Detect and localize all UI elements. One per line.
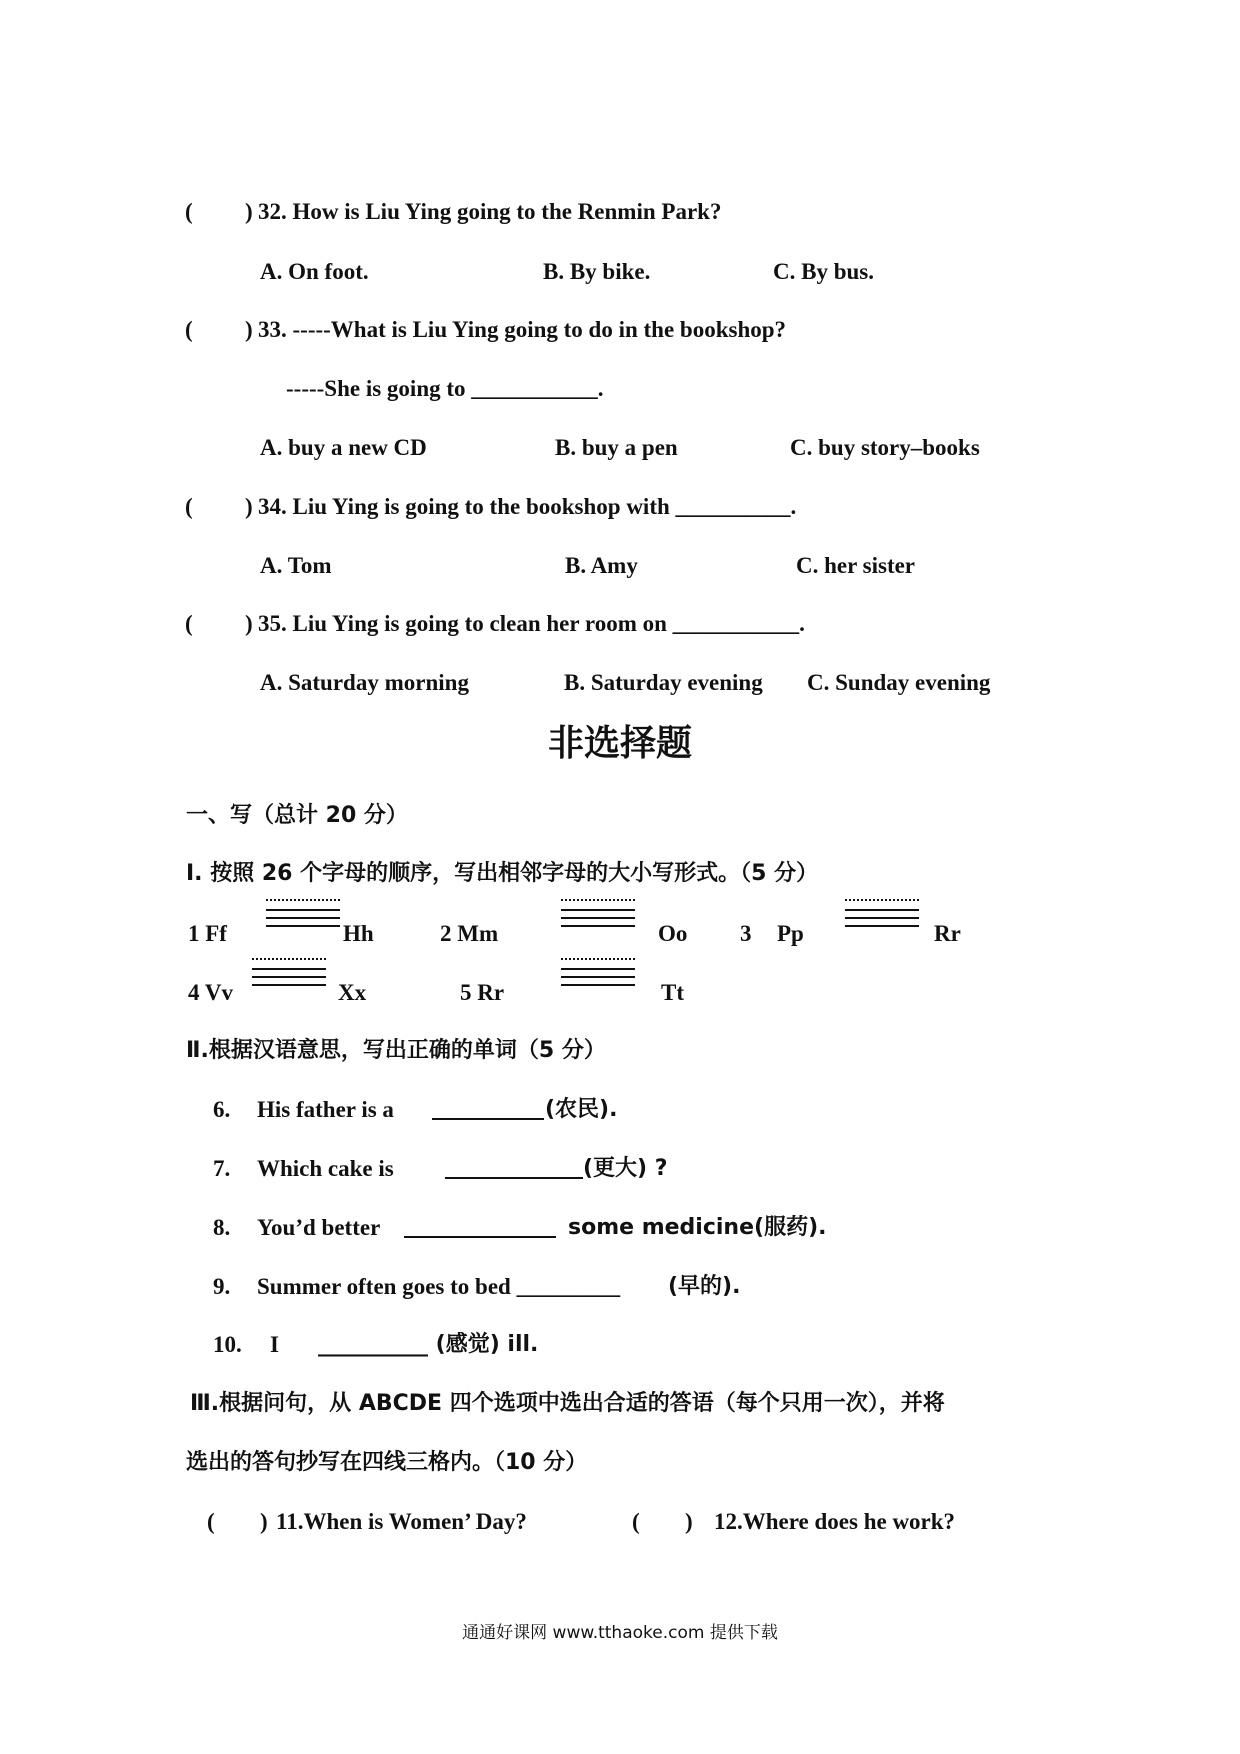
- option-34-a: A. Tom: [260, 553, 332, 578]
- question-32: 32. How is Liu Ying going to the Renmin Park?: [258, 199, 722, 224]
- item-hint: (更大) ?: [583, 1156, 668, 1181]
- answer-paren-close: ): [685, 1509, 693, 1534]
- item-number: 8.: [213, 1215, 231, 1240]
- item-number-3: 3: [740, 921, 752, 946]
- letter-2-mm: 2 Mm: [440, 921, 499, 946]
- part3-heading-line1: Ⅲ.根据问句，从 ABCDE 四个选项中选出合适的答语（每个只用一次），并将: [190, 1391, 945, 1416]
- four-line-grid[interactable]: [561, 897, 635, 931]
- part1-heading: I. 按照 26 个字母的顺序，写出相邻字母的大小写形式。（5 分）: [186, 861, 819, 886]
- option-34-c: C. her sister: [796, 553, 916, 578]
- item-text: I: [270, 1332, 279, 1357]
- item-hint: (农民).: [545, 1097, 618, 1122]
- answer-paren-open: (: [185, 317, 193, 342]
- four-line-grid[interactable]: [845, 897, 919, 931]
- option-32-c: C. By bus.: [773, 259, 874, 284]
- question-33: 33. -----What is Liu Ying going to do in the bookshop?: [258, 317, 787, 342]
- item-number: 6.: [213, 1097, 231, 1122]
- item-hint: (早的).: [668, 1274, 741, 1299]
- option-32-b: B. By bike.: [543, 259, 651, 284]
- answer-paren-close: ): [245, 199, 253, 224]
- letter-hh: Hh: [343, 921, 374, 946]
- item-number: 7.: [213, 1156, 231, 1181]
- item-text: You’d better: [257, 1215, 381, 1240]
- answer-paren-open: (: [207, 1509, 215, 1534]
- letter-oo: Oo: [658, 921, 688, 946]
- question-34: 34. Liu Ying is going to the bookshop with __________.: [258, 494, 797, 519]
- answer-paren-open: (: [632, 1509, 640, 1534]
- question-35: 35. Liu Ying is going to clean her room on ___________.: [258, 611, 805, 636]
- item-number: 9.: [213, 1274, 231, 1299]
- option-33-c: C. buy story–books: [790, 435, 980, 460]
- question-12: 12.Where does he work?: [714, 1509, 956, 1534]
- page-footer: 通通好课网 www.tthaoke.com 提供下载: [462, 1623, 778, 1643]
- item-number: 10.: [213, 1332, 242, 1357]
- item-text: Summer often goes to bed _________: [257, 1274, 621, 1299]
- fill-blank[interactable]: [445, 1155, 583, 1186]
- letter-rr: Rr: [934, 921, 961, 946]
- answer-paren-open: (: [185, 611, 193, 636]
- answer-paren-close: ): [245, 317, 253, 342]
- option-32-a: A. On foot.: [260, 259, 369, 284]
- answer-line-33: -----She is going to ___________.: [286, 376, 604, 401]
- answer-paren-open: (: [185, 199, 193, 224]
- part3-heading-line2: 选出的答句抄写在四线三格内。（10 分）: [186, 1450, 588, 1475]
- answer-paren-close: ): [245, 611, 253, 636]
- question-11: 11.When is Women’ Day?: [276, 1509, 527, 1534]
- item-text: His father is a: [257, 1097, 394, 1122]
- fill-blank[interactable]: [432, 1096, 544, 1127]
- write-heading: 一、写（总计 20 分）: [186, 803, 408, 828]
- letter-4-vv: 4 Vv: [188, 980, 233, 1005]
- letter-1-ff: 1 Ff: [188, 921, 227, 946]
- option-35-b: B. Saturday evening: [564, 670, 763, 695]
- item-hint: __________ (感觉) ill.: [318, 1332, 539, 1357]
- four-line-grid[interactable]: [561, 956, 635, 990]
- part2-heading: Ⅱ.根据汉语意思，写出正确的单词（5 分）: [186, 1038, 606, 1063]
- option-35-a: A. Saturday morning: [260, 670, 469, 695]
- item-text: Which cake is: [257, 1156, 394, 1181]
- fill-blank[interactable]: [404, 1214, 556, 1245]
- section-title: 非选择题: [547, 723, 692, 764]
- item-hint: some medicine(服药).: [568, 1215, 827, 1240]
- option-34-b: B. Amy: [565, 553, 638, 578]
- letter-tt: Tt: [661, 980, 684, 1005]
- four-line-grid[interactable]: [252, 956, 326, 990]
- option-33-b: B. buy a pen: [555, 435, 678, 460]
- letter-pp: Pp: [777, 921, 804, 946]
- letter-xx: Xx: [338, 980, 367, 1005]
- four-line-grid[interactable]: [266, 897, 340, 931]
- answer-paren-close: ): [260, 1509, 268, 1534]
- option-33-a: A. buy a new CD: [260, 435, 427, 460]
- answer-paren-close: ): [245, 494, 253, 519]
- option-35-c: C. Sunday evening: [807, 670, 991, 695]
- answer-paren-open: (: [185, 494, 193, 519]
- letter-5-rr: 5 Rr: [460, 980, 505, 1005]
